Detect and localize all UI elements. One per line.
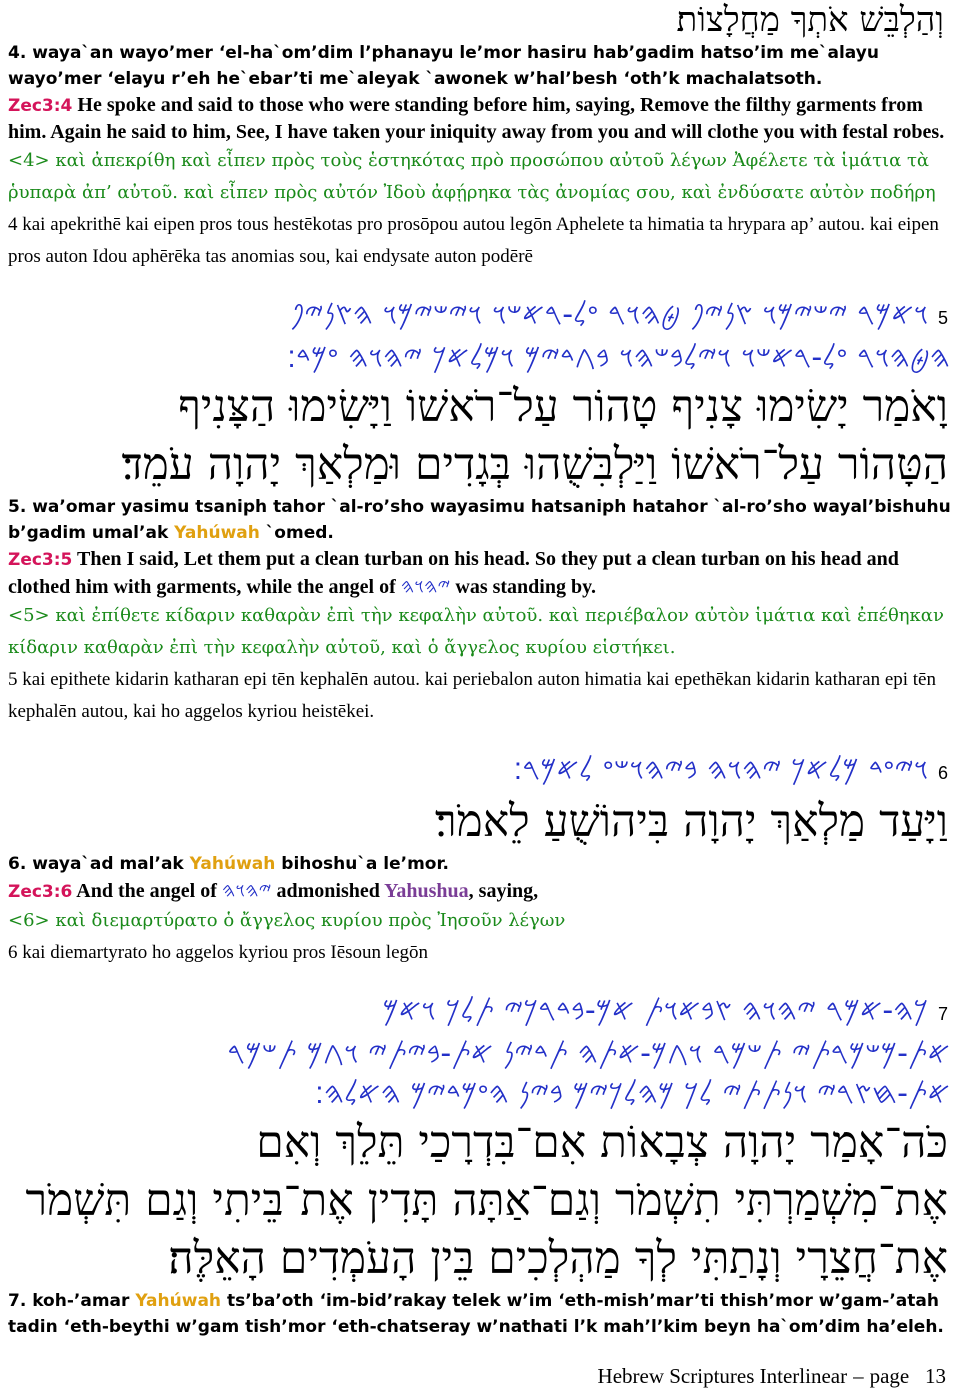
v6-transliteration bbox=[8, 851, 952, 877]
v5-english-part-1: Then I said, Let them put a clean turban on his head. So they put a clean turban on his head and clothed him with garments, while the angel of bbox=[8, 548, 899, 598]
v5-greek-text: καὶ ἐπίθετε κίδαριν καθαρὰν ἐπὶ τὴν κεφαλὴν αὐτοῦ. καὶ περιέβαλον αὐτὸν ἱμάτια καὶ ἐπέθηκαν κίδαριν καθαρὰν ἐπὶ τὴν κεφαλὴν αὐτοῦ, καὶ ὁ ἄγγελος κυρίου εἱστήκει. bbox=[8, 605, 944, 658]
v6-greek bbox=[8, 905, 952, 937]
v7-paleo-line-3: 𐤀𐤕-𐤇𐤑𐤓𐤉 𐤅𐤍𐤕𐤕𐤉 𐤋𐤊 𐤌𐤄𐤋𐤊𐤉𐤌 𐤁𐤉𐤍 𐤄𐤏𐤌𐤃𐤉𐤌 𐤄𐤀𐤋𐤄׃ bbox=[315, 1076, 950, 1111]
v6-paleo-line-1 bbox=[8, 750, 952, 793]
v5-paleo-line-2: 𐤄𐤈𐤄𐤅𐤓 𐤏𐤋-𐤓𐤀𐤔𐤅 𐤅𐤉𐤋𐤁𐤔𐤄𐤅 𐤁𐤂𐤃𐤉𐤌 𐤅𐤌𐤋𐤀𐤊 𐤉𐤄𐤅𐤄 𐤏𐤌𐤃׃ bbox=[287, 340, 950, 375]
v6-hebrew-line-1: וַיָּעַד מַלְאַךְ יָהוָה בִּיהוֹשֻׁעַ לֵאמֹר׃ bbox=[435, 796, 948, 847]
v7-number: 7 bbox=[937, 1004, 948, 1024]
v5-paleo-text-1: 𐤅𐤀𐤌𐤓 𐤉𐤔𐤉𐤌𐤅 𐤑𐤍𐤉𐤐 𐤈𐤄𐤅𐤓 𐤏𐤋-𐤓𐤀𐤔𐤅 𐤅𐤉𐤔𐤉𐤌𐤅 𐤄𐤑𐤍𐤉𐤐 bbox=[290, 297, 929, 332]
v6-reference: Zec3:6 bbox=[8, 882, 73, 902]
hebrew-continuation-line: וְהַלְבֵּשׁ אֹתְךָ מַחֲלָצוֹת׃ bbox=[676, 0, 944, 40]
v4-greek bbox=[8, 145, 952, 209]
v5-greek bbox=[8, 600, 952, 664]
v5-translit-part-1: 5. wa’omar yasimu tsaniph tahor `al-ro’sho wayasimu hatsaniph hatahor `al-ro’sho wayal’bishuhu b’gadim umal’ak bbox=[8, 497, 951, 543]
v4-english-text: He spoke and said to those who were standing before him, saying, Remove the filthy garments from him. Again he said to him, See, I have taken your iniquity away from you and will clothe you with festal robes. bbox=[8, 94, 945, 143]
footer-title: Hebrew Scriptures Interlinear bbox=[597, 1364, 848, 1388]
v7-paleo-text-1: 𐤊𐤄-𐤀𐤌𐤓 𐤉𐤄𐤅𐤄 𐤑𐤁𐤀𐤅𐤕 𐤀𐤌-𐤁𐤃𐤓𐤊𐤉 𐤕𐤋𐤊 𐤅𐤀𐤌 bbox=[382, 993, 929, 1028]
v6-translit-part-2: bihoshu`a le’mor. bbox=[275, 854, 449, 874]
v6-number: 6 bbox=[937, 763, 948, 783]
v6-english-part-2: admonished bbox=[271, 880, 385, 902]
v7-transliteration bbox=[8, 1288, 952, 1340]
page-footer bbox=[598, 1364, 946, 1389]
footer-dash: – bbox=[853, 1364, 864, 1388]
v6-greek-number: <6> bbox=[8, 910, 50, 931]
v5-english-divine-name: 𐤉𐤄𐤅𐤄 bbox=[400, 574, 451, 598]
v6-greek-text: καὶ διεμαρτύρατο ὁ ἄγγελος κυρίου πρὸς Ἰησοῦν λέγων bbox=[55, 910, 566, 931]
v4-greek-number: <4> bbox=[8, 150, 50, 171]
v5-translit-part-2: `omed. bbox=[259, 523, 334, 543]
v6-english-divine-name: 𐤉𐤄𐤅𐤄 bbox=[221, 878, 272, 902]
v7-hebrew-line-2: אֶת־מִשְׁמַרְתִּי תִשְׁמֹר וְגַם־אַתָּה תָּדִין אֶת־בֵּיתִי וְגַם תִּשְׁמֹר bbox=[25, 1175, 948, 1226]
v5-transliteration bbox=[8, 494, 952, 546]
spacer bbox=[8, 273, 952, 295]
v5-hebrew-line-2: הַטָּהוֹר עַל־רֹאשׁוֹ וַיַּלְבִּשֻׁהוּ בְּגָדִים וּמַלְאַךְ יָהוָה עֹמֵד׃ bbox=[121, 439, 948, 490]
v4-english bbox=[8, 92, 952, 145]
v5-greek-number: <5> bbox=[8, 605, 50, 626]
v6-english bbox=[8, 877, 952, 905]
v7-paleo-line-1 bbox=[8, 991, 952, 1034]
spacer bbox=[8, 969, 952, 991]
v6-paleo-text-1: 𐤅𐤉𐤏𐤃 𐤌𐤋𐤀𐤊 𐤉𐤄𐤅𐤄 𐤁𐤉𐤄𐤅𐤔𐤏 𐤋𐤀𐤌𐤓׃ bbox=[513, 752, 929, 787]
v6-translit-divine-name: Yahúwah bbox=[189, 854, 276, 874]
v5-reference: Zec3:5 bbox=[8, 550, 73, 570]
v6-greek-transliteration: 6 kai diemartyrato ho aggelos kyriou pros Iēsoun legōn bbox=[8, 942, 429, 963]
v6-english-name-yahushua: Yahushua bbox=[384, 880, 469, 902]
v6-translit-part-1: 6. waya`ad mal’ak bbox=[8, 854, 190, 874]
v5-number: 5 bbox=[937, 308, 948, 328]
v7-translit-divine-name: Yahúwah bbox=[135, 1291, 222, 1311]
v4-greek-transliteration: 4 kai apekrithē kai eipen pros tous hestēkotas pro prosōpou autou legōn Aphelete ta himatia ta hrypara ap’ autou. kai eipen pros auton Idou aphērēka tas anomias sou, kai endysate auton podērē bbox=[8, 214, 939, 267]
footer-page-number: 13 bbox=[925, 1364, 946, 1388]
spacer bbox=[8, 728, 952, 750]
footer-page-label: page bbox=[869, 1364, 910, 1388]
v7-hebrew-line-3: אֶת־חֲצֵרָי וְנָתַתִּי לְךָ מַהְלְכִים בֵּין הָעֹמְדִים הָאֵלֶּה׃ bbox=[168, 1233, 948, 1284]
v6-english-part-1: And the angel of bbox=[76, 880, 222, 902]
v4-transliteration: 4. waya`an wayo’mer ‘el-ha`om’dim l’phanayu le’mor hasiru hab’gadim hatso’im me`alayu wayo’mer ‘elayu r’eh he`ebar’ti me`aleyak `awonek w’hal’besh ‘oth’k machalatsoth. bbox=[8, 43, 879, 89]
v5-greek-transliteration: 5 kai epithete kidarin katharan epi tēn kephalēn autou. kai periebalon auton himatia kai epethēkan kidarin katharan epi tēn kephalēn autou, kai ho aggelos kyriou heistēkei. bbox=[8, 669, 936, 722]
v5-english-part-2: was standing by. bbox=[450, 576, 597, 598]
v5-hebrew-line-1: וָאֹמַר יָשִׂימוּ צָנִיף טָהוֹר עַל־רֹאשׁוֹ וַיָּשִׂימוּ הַצָּנִיף bbox=[178, 381, 948, 432]
v5-translit-divine-name: Yahúwah bbox=[174, 523, 260, 543]
v7-translit-part-2: ts’ba’oth ‘im-bid’rakay telek w’im ‘eth-mish’mar’ti thish’mor w’gam-’atah tadin ‘eth-beythi w’gam tish’mor ‘eth-chatseray w’nathati l’k mah’l’kim beyn ha`om’dim ha’eleh. bbox=[8, 1291, 944, 1337]
v5-english bbox=[8, 546, 952, 600]
v7-translit-part-1: 7. koh-’amar bbox=[8, 1291, 136, 1311]
v7-hebrew-line-1: כֹּה־אָמַר יָהוָה צְבָאוֹת אִם־בִּדְרָכַי תֵּלֵךְ וְאִם bbox=[256, 1117, 948, 1168]
v6-english-part-3: , saying, bbox=[468, 880, 539, 902]
v4-greek-text: καὶ ἀπεκρίθη καὶ εἶπεν πρὸς τοὺς ἑστηκότας πρὸ προσώπου αὐτοῦ λέγων Ἀφέλετε τὰ ἱμάτια τὰ ῥυπαρὰ ἀπ’ αὐτοῦ. καὶ εἶπεν πρὸς αὐτόν Ἰδοὺ ἀφῄρηκα τὰς ἀνομίας σου, καὶ ἐνδύσατε αὐτὸν ποδήρη bbox=[8, 150, 936, 203]
v4-reference: Zec3:4 bbox=[8, 96, 73, 116]
v7-paleo-line-2: 𐤀𐤕-𐤌𐤔𐤌𐤓𐤕𐤉 𐤕𐤔𐤌𐤓 𐤅𐤂𐤌-𐤀𐤕𐤄 𐤕𐤃𐤉𐤍 𐤀𐤕-𐤁𐤉𐤕𐤉 𐤅𐤂𐤌 𐤕𐤔𐤌𐤓 bbox=[227, 1036, 950, 1071]
v5-paleo-line-1 bbox=[8, 295, 952, 338]
